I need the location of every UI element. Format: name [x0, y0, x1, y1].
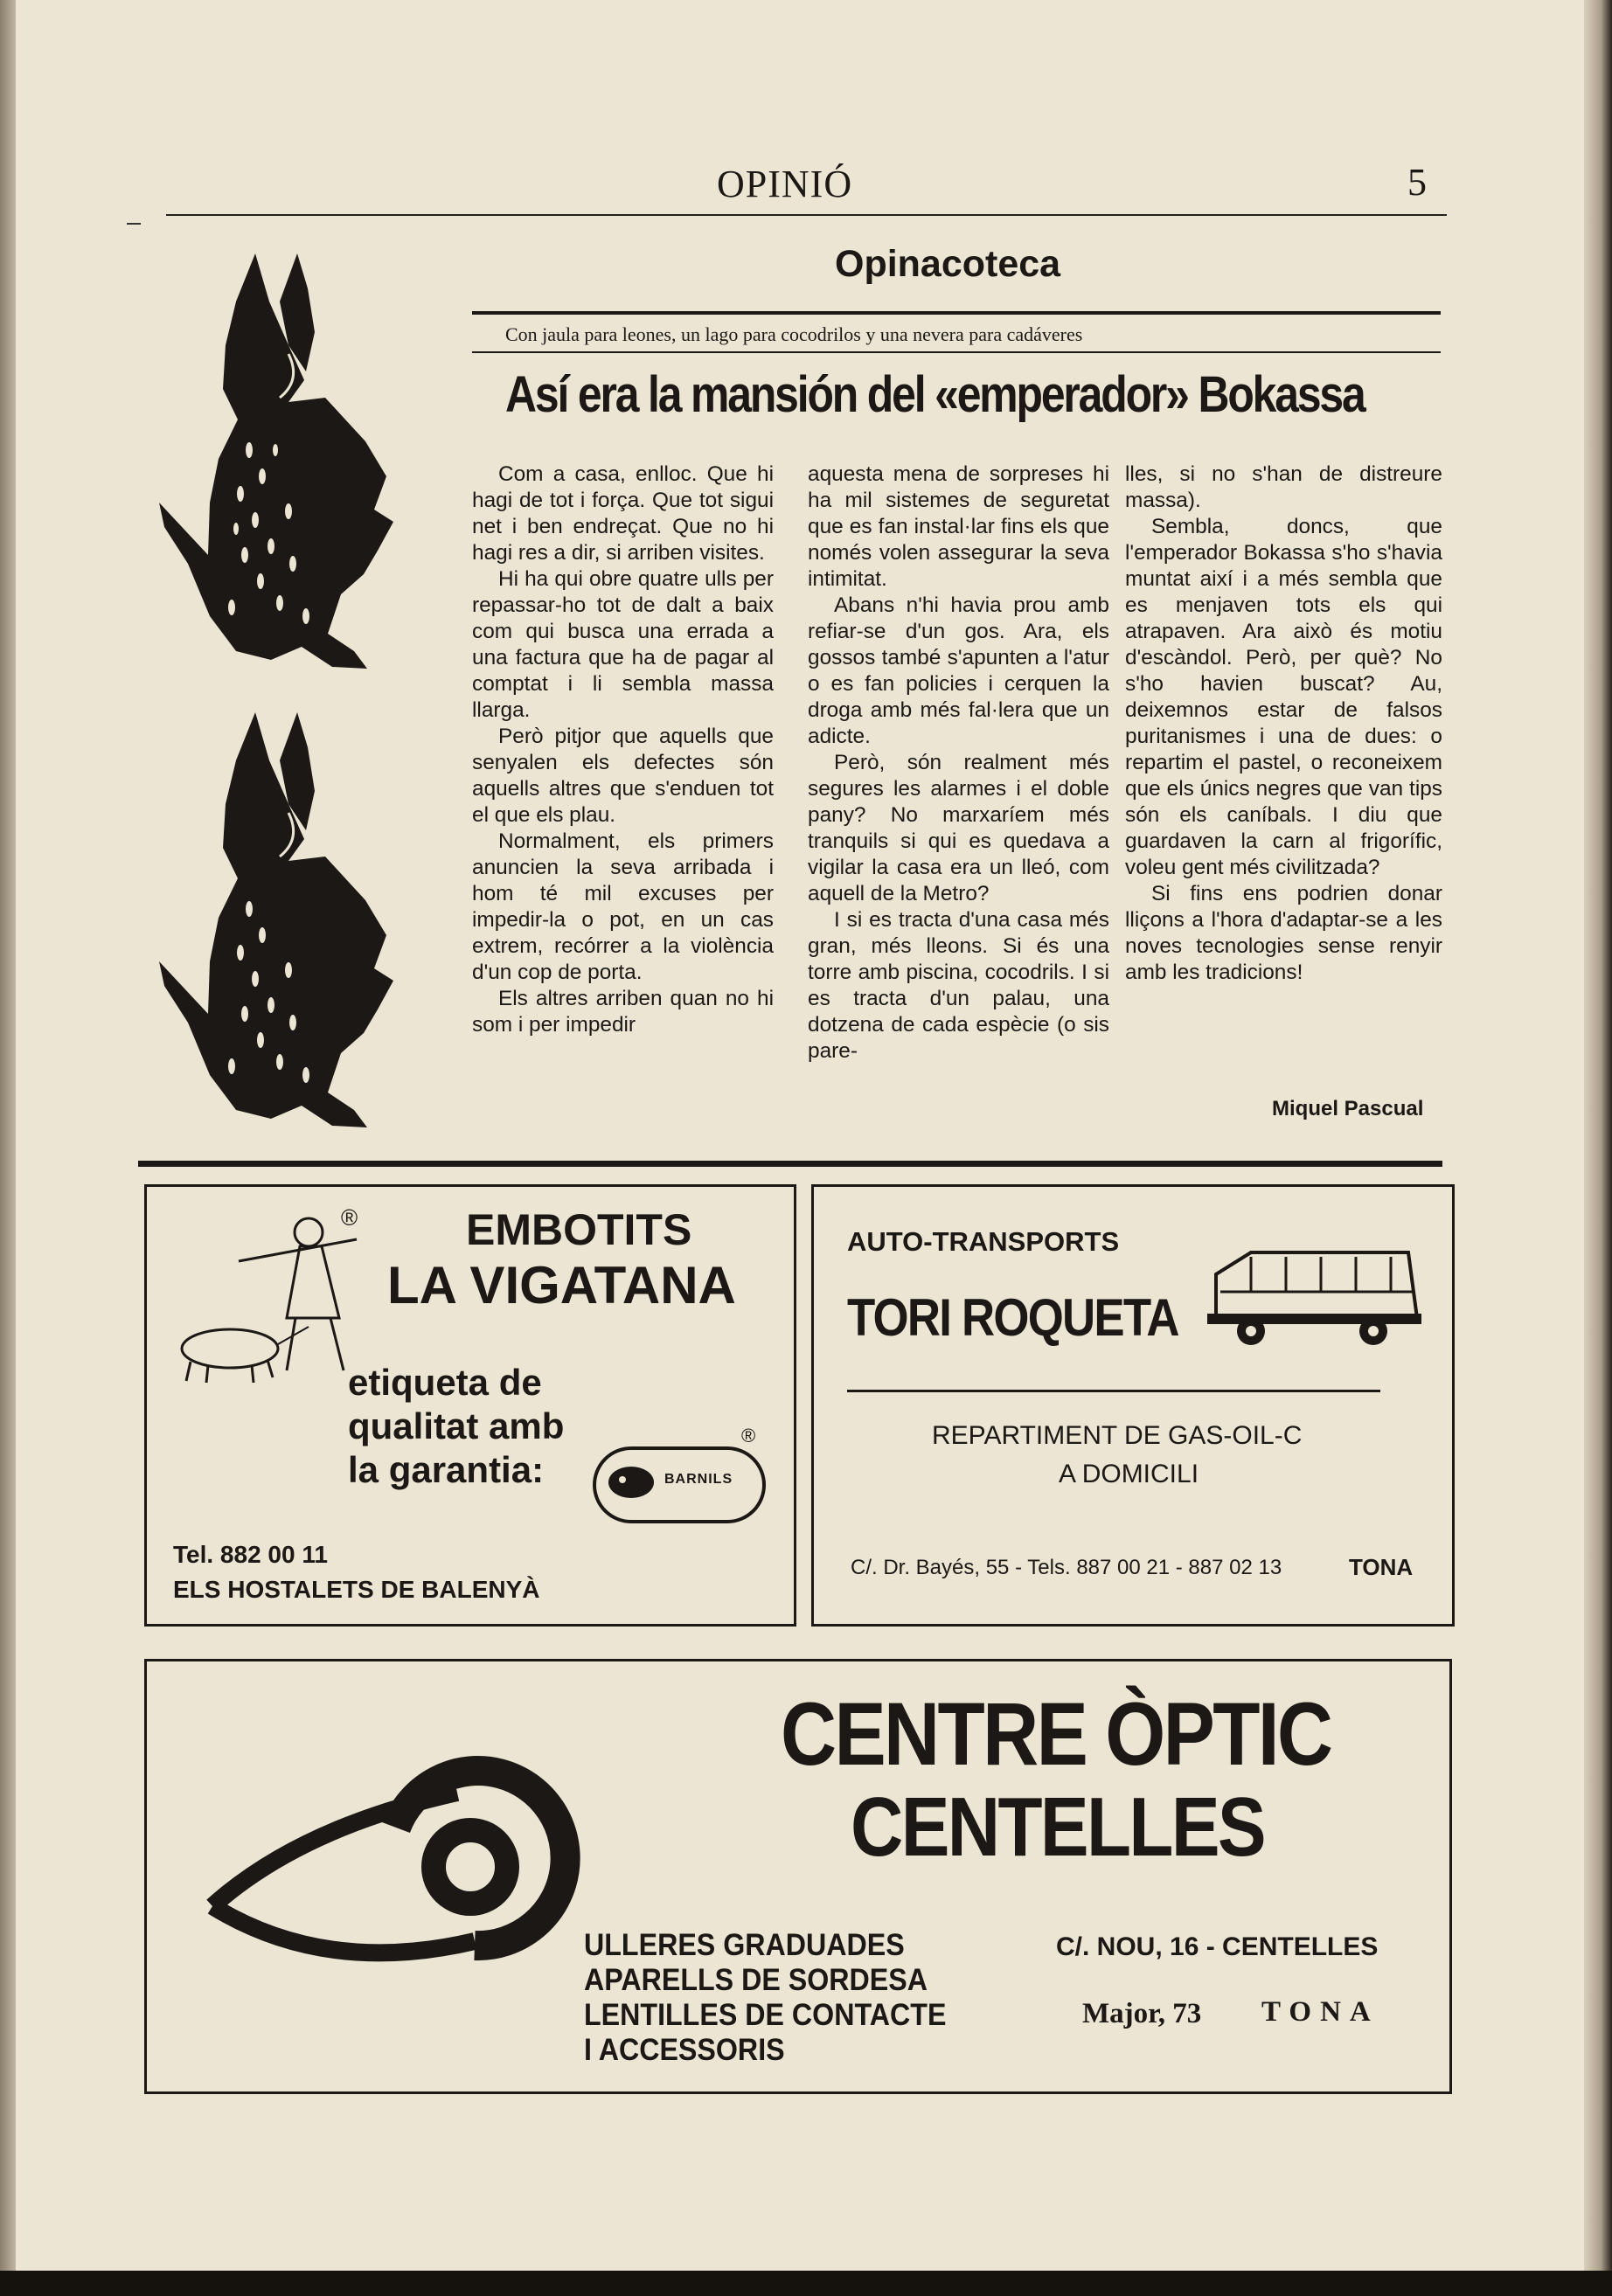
ad-la-vigatana: [144, 1184, 796, 1627]
ad-optic-item-1: ULLERES GRADUADES: [584, 1928, 905, 1962]
section-header: OPINIÓ: [717, 163, 853, 205]
ad-roqueta-service2: A DOMICILI: [1059, 1460, 1199, 1488]
ad-roqueta-name: TORI ROQUETA: [847, 1288, 1178, 1347]
ad-optic-name2: CENTELLES: [851, 1780, 1265, 1874]
crocodile-illustration-top: [157, 249, 402, 677]
article-column-2: [808, 461, 1109, 1065]
paragraph: Si fins ens podrien donar lliçons a l'hora d'adaptar-se a les noves tecnologies sense renyir amb les tradicions!: [1125, 882, 1442, 984]
ad-tori-roqueta: [811, 1184, 1455, 1627]
ad-roqueta-line1: AUTO-TRANSPORTS: [847, 1226, 1120, 1257]
ad-optic-item-2: APARELLS DE SORDESA: [584, 1963, 928, 1997]
eye-logo-icon: [195, 1723, 588, 1994]
article-column-1: [472, 461, 774, 1038]
paragraph: Però pitjor que aquells que senyalen els defectes són aquells altres que s'enduen tot el que els plau.: [472, 725, 774, 827]
author-signature: Miquel Pascual: [1272, 1097, 1424, 1120]
ad-vigatana-line1: EMBOTITS: [466, 1205, 692, 1254]
ad-optic-town2: TONA: [1261, 1996, 1379, 2028]
article-column-3: [1125, 461, 1442, 986]
paragraph: Abans n'hi havia prou amb refiar-se d'un gos. Ara, els gossos també s'apunten a l'atur o es fan policies i cerquen la droga amb més fal·lera que un adicte.: [808, 593, 1109, 748]
registered-mark: ®: [741, 1425, 756, 1446]
ad-vigatana-slogan3: la garantia:: [348, 1449, 545, 1490]
ad-optic-item-3: LENTILLES DE CONTACTE: [584, 1998, 947, 2032]
pig-head-icon: [605, 1460, 657, 1504]
crocodile-illustration-bottom: [157, 708, 402, 1136]
article-headline: Así era la mansión del «emperador» Bokassa: [505, 366, 1365, 423]
ad-roqueta-rule: [847, 1390, 1380, 1392]
paragraph: I si es tracta d'una casa més gran, més lleons. Si és una torre amb piscina, cocodrils. I si es tracta d'un palau, una dotzena de cada espècie (o sis pare-: [808, 908, 1109, 1063]
paragraph: Però, són realment més segures les alarmes i el doble pany? No marxaríem més tranquils si qui es quedava a vigilar la casa era un lleó, com aquell de la Metro?: [808, 751, 1109, 905]
section-divider: [138, 1161, 1442, 1167]
page-number: 5: [1407, 161, 1427, 204]
ad-vigatana-line2: LA VIGATANA: [387, 1256, 736, 1314]
barnils-brand: BARNILS: [664, 1472, 733, 1487]
header-rule: [166, 214, 1447, 216]
paragraph: Els altres arriben quan no hi som i per impedir: [472, 987, 774, 1037]
ad-optic-name1: CENTRE ÒPTIC: [781, 1684, 1331, 1784]
ad-vigatana-town: ELS HOSTALETS DE BALENYÀ: [173, 1576, 540, 1603]
truck-icon: [1199, 1239, 1426, 1353]
title-rule: [472, 311, 1441, 315]
registered-mark: ®: [341, 1204, 358, 1231]
page-bottom-shadow: [0, 2271, 1612, 2296]
paragraph: lles, si no s'han de distreure massa).: [1125, 462, 1442, 512]
margin-tick: [127, 223, 141, 225]
paragraph: aquesta mena de sorpreses hi ha mil sistemes de seguretat que es fan instal·lar fins els que només volen assegurar la seva intimitat.: [808, 462, 1109, 591]
paragraph: Hi ha qui obre quatre ulls per repassar-ho tot de dalt a baix com qui busca una errada a una factura que ha de pagar al comptat i li sembla massa llarga.: [472, 567, 774, 722]
paragraph: Normalment, els primers anuncien la seva arribada i hom té mil excuses per impedir-la o pot, en un cas extrem, recórrer a la violència d'un cop de porta.: [472, 829, 774, 984]
ad-roqueta-town: TONA: [1349, 1554, 1414, 1580]
ad-optic-address2: Major, 73: [1082, 1998, 1202, 2029]
ad-optic-item-4: I ACCESSORIS: [584, 2033, 785, 2067]
ad-vigatana-slogan1: etiqueta de: [348, 1362, 542, 1403]
column-title: Opinacoteca: [835, 243, 1061, 285]
ad-optic-address1: C/. NOU, 16 - CENTELLES: [1056, 1932, 1379, 1961]
page-edge: [1584, 0, 1612, 2296]
ad-vigatana-slogan2: qualitat amb: [348, 1405, 565, 1446]
barnils-logo: [593, 1446, 766, 1523]
ad-roqueta-service1: REPARTIMENT DE GAS-OIL-C: [932, 1421, 1303, 1450]
farmer-with-pig-icon: [156, 1196, 365, 1397]
ad-vigatana-phone: Tel. 882 00 11: [173, 1541, 328, 1568]
article-subtitle: Con jaula para leones, un lago para cocodrilos y una nevera para cadáveres: [505, 323, 1083, 345]
paragraph: Com a casa, enlloc. Que hi hagi de tot i força. Que tot sigui net i ben endreçat. Que no hi hagi res a dir, si arriben visites.: [472, 462, 774, 565]
ad-roqueta-address: C/. Dr. Bayés, 55 - Tels. 887 00 21 - 887 02 13: [851, 1556, 1282, 1579]
subtitle-rule: [472, 351, 1441, 353]
ad-centre-optic: [144, 1659, 1452, 2094]
paragraph: Sembla, doncs, que l'emperador Bokassa s'ho s'havia muntat així i a més sembla que es menjaven tots els qui atrapaven. Ara això és motiu d'escàndol. Però, per què? No s'ho havien buscat? Au, deixemnos estar de falsos puritanismes i una de dues: o repartim el pastel, o reconeixem que els únics negres que van tips són els caníbals. I diu que guardaven la carn al frigorífic, voleu gent més civilitzada?: [1125, 515, 1442, 879]
